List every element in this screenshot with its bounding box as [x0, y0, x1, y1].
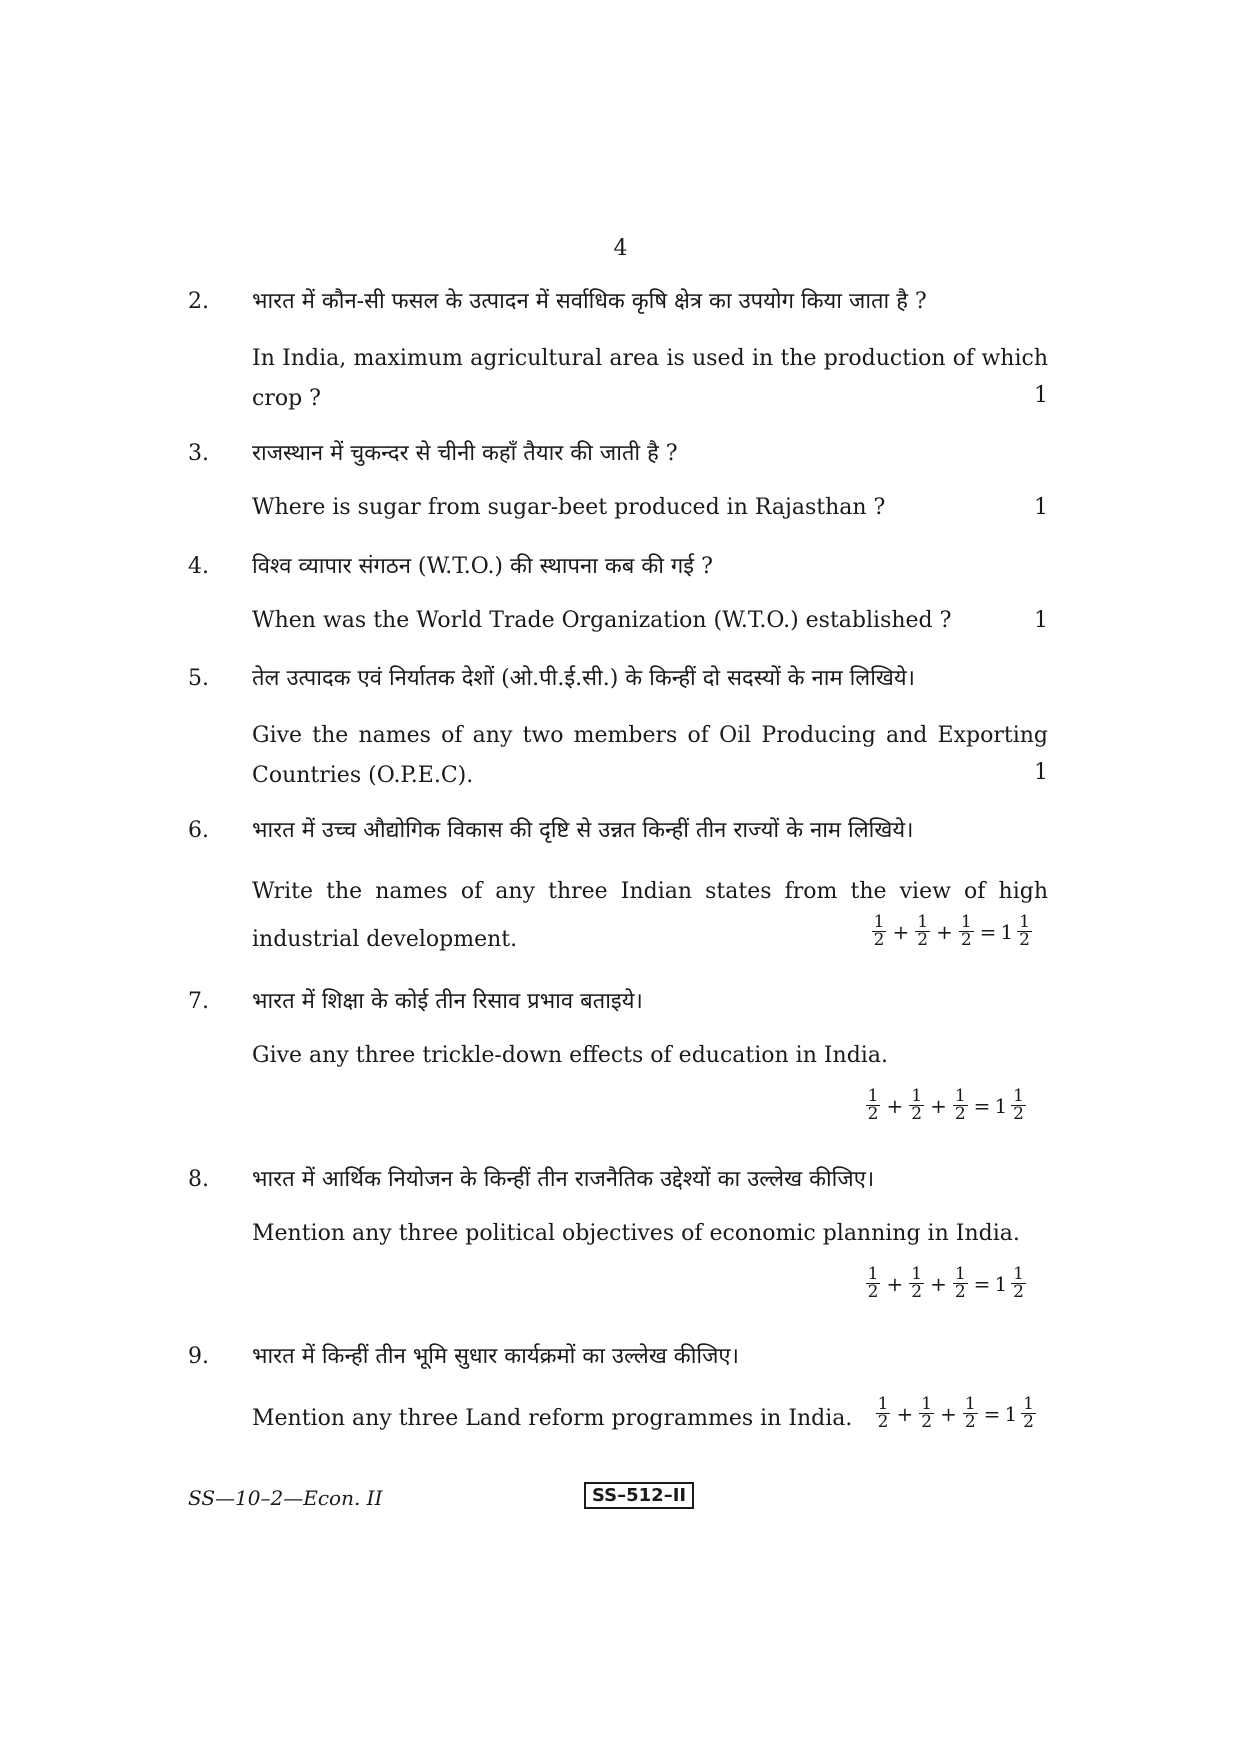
question-3 [188, 437, 1048, 527]
question-number: 6. [188, 818, 209, 843]
question-english: Give the names of any two members of Oil Producing and Exporting Countries (O.P.E.C). [252, 723, 1048, 788]
fraction-half: 1 2 [873, 912, 885, 950]
question-english: Give any three trickle-down effects of education in India. [252, 1043, 888, 1068]
question-hindi: भारत में कौन-सी फसल के उत्पादन में सर्वाधिक कृषि क्षेत्र का उपयोग किया जाता है ? [252, 289, 927, 314]
fraction-half: 1 2 [877, 1394, 889, 1432]
footer-paper-code: SS—10–2—Econ. II [188, 1486, 383, 1510]
question-hindi: भारत में शिक्षा के कोई तीन रिसाव प्रभाव बताइये। [252, 989, 643, 1014]
question-number: 3. [188, 441, 209, 466]
fraction-half: 1 2 [1013, 1086, 1024, 1124]
question-6 [188, 814, 1048, 964]
question-english: Mention any three Land reform programmes in India. [252, 1406, 853, 1431]
question-english: Mention any three political objectives of economic planning in India. [252, 1221, 1020, 1246]
question-7 [188, 985, 1048, 1135]
question-number: 7. [188, 989, 209, 1014]
question-hindi: विश्व व्यापार संगठन (W.T.O.) की स्थापना कब की गई ? [252, 554, 713, 579]
question-hindi: राजस्थान में चुकन्दर से चीनी कहाँ तैयार की जाती है ? [252, 441, 678, 466]
question-english: Write the names of any three Indian states from the view of high industrial development. [252, 879, 1048, 952]
fraction-half: 1 2 [1019, 912, 1030, 950]
question-english: When was the World Trade Organization (W.T.O.) established ? [252, 608, 952, 633]
question-number: 4. [188, 554, 209, 579]
question-marks: 1 [1034, 760, 1048, 785]
question-number: 9. [188, 1344, 209, 1369]
question-marks: 1 [1034, 608, 1048, 633]
question-8 [188, 1163, 1048, 1313]
fraction-half: 1 2 [867, 1086, 879, 1124]
fraction-half: $\frac{1}{2}$ [960, 912, 972, 950]
fraction-half: $\frac{1}{2}$ [911, 1264, 923, 1302]
fraction-half: $\frac{1}{2}$ [911, 1086, 923, 1124]
question-english: Where is sugar from sugar-beet produced in Rajasthan ? [252, 495, 886, 520]
marks-breakdown: 1 2 + $\frac{1}{2}$ + $\frac{1}{2}$ = 1 1 2 [873, 912, 1030, 950]
marks-breakdown: 1 2 + $\frac{1}{2}$ + $\frac{1}{2}$ = 1 1 2 [877, 1394, 1034, 1432]
question-hindi: भारत में उच्च औद्योगिक विकास की दृष्टि से उन्नत किन्हीं तीन राज्यों के नाम लिखिये। [252, 818, 914, 843]
question-4 [188, 550, 1048, 640]
question-hindi: भारत में किन्हीं तीन भूमि सुधार कार्यक्रमों का उल्लेख कीजिए। [252, 1344, 739, 1369]
question-marks: 1 [1034, 383, 1048, 408]
question-marks: 1 [1034, 495, 1048, 520]
question-number: 8. [188, 1167, 209, 1192]
fraction-half: $\frac{1}{2}$ [917, 912, 929, 950]
fraction-half: $\frac{1}{2}$ [954, 1086, 966, 1124]
marks-breakdown: 1 2 + $\frac{1}{2}$ + $\frac{1}{2}$ = 1 1 2 [867, 1264, 1024, 1302]
fraction-half: 1 2 [1023, 1394, 1034, 1432]
footer-boxed-code: SS–512–II [584, 1482, 694, 1509]
fraction-half: 1 2 [867, 1264, 879, 1302]
question-number: 5. [188, 666, 209, 691]
fraction-half: $\frac{1}{2}$ [964, 1394, 976, 1432]
page-number: 4 [613, 236, 628, 261]
question-english: In India, maximum agricultural area is used in the production of which crop ? [252, 346, 1048, 411]
fraction-half: $\frac{1}{2}$ [954, 1264, 966, 1302]
question-number: 2. [188, 289, 209, 314]
question-hindi: तेल उत्पादक एवं निर्यातक देशों (ओ.पी.ई.सी.) के किन्हीं दो सदस्यों के नाम लिखिये। [252, 666, 915, 691]
marks-breakdown: 1 2 + $\frac{1}{2}$ + $\frac{1}{2}$ = 1 1 2 [867, 1086, 1024, 1124]
fraction-half: $\frac{1}{2}$ [921, 1394, 933, 1432]
question-hindi: भारत में आर्थिक नियोजन के किन्हीं तीन राजनैतिक उद्देश्यों का उल्लेख कीजिए। [252, 1167, 875, 1192]
question-9 [188, 1340, 1048, 1450]
question-5 [188, 662, 1048, 792]
fraction-half: 1 2 [1013, 1264, 1024, 1302]
question-2 [188, 285, 1048, 415]
